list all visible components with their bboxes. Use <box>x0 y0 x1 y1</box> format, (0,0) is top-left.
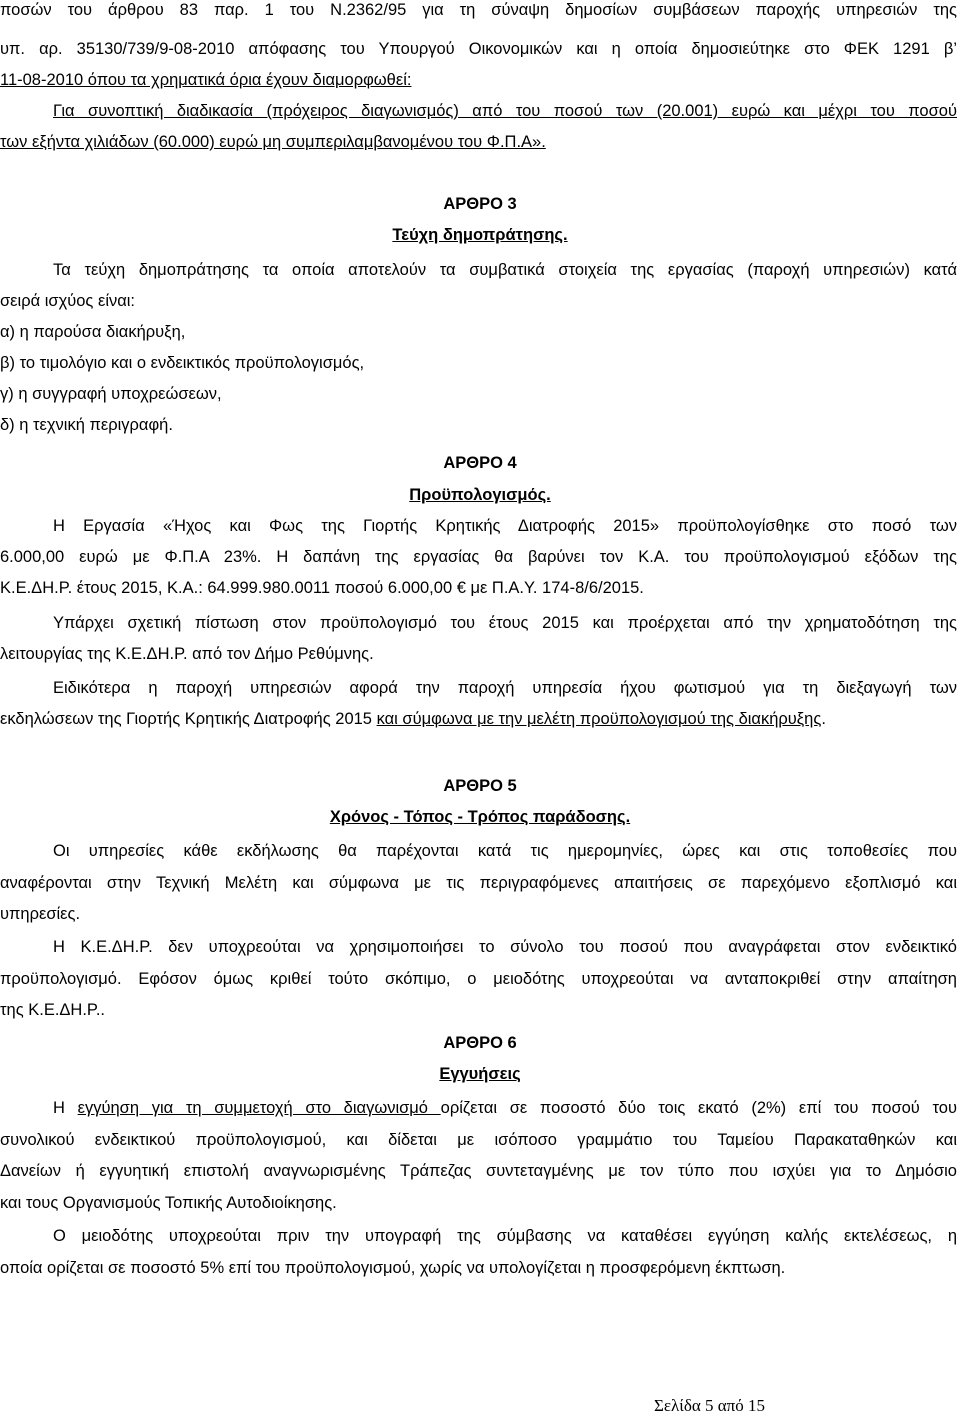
article-6-para1-start: Η <box>53 1099 78 1117</box>
intro-line-5: των εξήντα χιλιάδων (60.000) ευρώ μη συμπεριλαμβανομένου του Φ.Π.Α». <box>0 133 546 151</box>
article-4-para2-line-1: Υπάρχει σχετική πίστωση στον προϋπολογισμό του έτους 2015 και προέρχεται από την χρηματοδότηση της <box>53 614 957 632</box>
article-6-para2-line-2: οποία ορίζεται σε ποσοστό 5% επί του προϋπολογισμού, χωρίς να υπολογίζεται η προσφερόμενη έκπτωση. <box>0 1259 786 1277</box>
article-5-para1-line-2: αναφέρονται στην Τεχνική Μελέτη και σύμφωνα με τις περιγραφόμενες απαιτήσεις σε παρεχόμενο εξοπλισμό και <box>0 874 957 892</box>
article-5-para2-line-3: της Κ.Ε.ΔΗ.Ρ.. <box>0 1001 105 1019</box>
article-4-para1-line-3: Κ.Ε.ΔΗ.Ρ. έτους 2015, Κ.Α.: 64.999.980.0011 ποσού 6.000,00 € με Π.Α.Υ. 174-8/6/2015. <box>0 579 644 597</box>
article-4-para2-line-2: λειτουργίας της Κ.Ε.ΔΗ.Ρ. από τον Δήμο Ρεθύμνης. <box>0 645 374 663</box>
page-number-footer: Σελίδα 5 από 15 <box>654 1396 766 1415</box>
article-5-para2-line-1: Η Κ.Ε.ΔΗ.Ρ. δεν υποχρεούται να χρησιμοποιήσει το σύνολο του ποσού που αναγράφεται στον ενδεικτικό <box>53 938 957 956</box>
article-6-para1-line-2: συνολικού ενδεικτικού προϋπολογισμού, και δίδεται με ισόποσο γραμμάτιο του Ταμείου Παρακαταθηκών και <box>0 1131 957 1149</box>
article-4-number: ΑΡΘΡΟ 4 <box>443 454 517 472</box>
article-6-para1-line-4: και τους Οργανισμούς Τοπικής Αυτοδιοίκησης. <box>0 1194 337 1212</box>
article-5-title: Χρόνος - Τόπος - Τρόπος παράδοσης. <box>329 808 631 826</box>
article-6-title: Εγγυήσεις <box>439 1065 521 1083</box>
article-4-para1-line-1: Η Εργασία «Ήχος και Φως της Γιορτής Κρητικής Διατροφής 2015» προϋπολογίσθηκε στο ποσό των <box>53 517 957 535</box>
article-6-para1-rest: ορίζεται σε ποσοστό δύο τοις εκατό (2%) επί του ποσού του <box>440 1099 957 1117</box>
article-5-para1-line-3: υπηρεσίες. <box>0 905 81 923</box>
article-6-para1-line-3: Δανείων ή εγγυητική επιστολή αναγνωρισμένης Τράπεζας συντεταγμένης με τον τύπο που ισχύει για το Δημόσιο <box>0 1162 957 1180</box>
intro-line-3: 11-08-2010 όπου τα χρηματικά όρια έχουν διαμορφωθεί: <box>0 71 412 89</box>
article-3-item-d: δ) η τεχνική περιγραφή. <box>0 416 173 434</box>
article-6-guarantee-term: εγγύηση για τη συμμετοχή στο διαγωνισμό <box>77 1099 441 1117</box>
intro-line-1: ποσών του άρθρου 83 παρ. 1 του Ν.2362/95 για τη σύναψη δημοσίων συμβάσεων παροχής υπηρεσιών της <box>0 1 957 19</box>
article-3-item-c: γ) η συγγραφή υποχρεώσεων, <box>0 385 222 403</box>
article-4-para3-line-2-start: εκδηλώσεων της Γιορτής Κρητικής Διατροφής 2015 <box>0 710 377 728</box>
article-4-para3-line-2 <box>0 704 826 735</box>
article-3-number: ΑΡΘΡΟ 3 <box>443 195 517 213</box>
article-4-para3-line-2-end: . <box>821 710 826 728</box>
intro-line-2: υπ. αρ. 35130/739/9-08-2010 απόφασης του Υπουργού Οικονομικών και η οποία δημοσιεύτηκε στο ΦΕΚ 1291 β’ <box>0 40 957 58</box>
article-4-study-reference: και σύμφωνα με την μελέτη προϋπολογισμού της διακήρυξης <box>376 710 822 728</box>
article-3-title: Τεύχη δημοπράτησης. <box>392 226 568 244</box>
article-6-para1-line-1 <box>53 1093 957 1124</box>
article-5-number: ΑΡΘΡΟ 5 <box>443 777 517 795</box>
article-6-para2-line-1: Ο μειοδότης υποχρεούται πριν την υπογραφή της σύμβασης να καταθέσει εγγύηση καλής εκτελέσεως, η <box>53 1227 957 1245</box>
article-4-para3-line-1: Ειδικότερα η παροχή υπηρεσιών αφορά την παροχή υπηρεσία ήχου φωτισμού για τη διεξαγωγή των <box>53 679 957 697</box>
article-3-item-a: α) η παρούσα διακήρυξη, <box>0 323 186 341</box>
article-4-para1-line-2: 6.000,00 ευρώ με Φ.Π.Α 23%. Η δαπάνη της εργασίας θα βαρύνει τον Κ.Α. του προϋπολογισμού εξόδων της <box>0 548 957 566</box>
article-5-para2-line-2: προϋπολογισμό. Εφόσον όμως κριθεί τούτο σκόπιμο, ο μειοδότης υποχρεούται να ανταποκριθεί στην απαίτηση <box>0 970 957 988</box>
article-3-item-b: β) το τιμολόγιο και ο ενδεικτικός προϋπολογισμός, <box>0 354 365 372</box>
article-4-title: Προϋπολογισμός. <box>409 486 551 504</box>
intro-line-4: Για συνοπτική διαδικασία (πρόχειρος διαγωνισμός) από του ποσού των (20.001) ευρώ και μέχρι του ποσού <box>53 102 957 120</box>
article-3-para-line-2: σειρά ισχύος είναι: <box>0 292 136 310</box>
article-6-number: ΑΡΘΡΟ 6 <box>443 1034 517 1052</box>
article-3-para-line-1: Τα τεύχη δημοπράτησης τα οποία αποτελούν τα συμβατικά στοιχεία της εργασίας (παροχή υπηρεσιών) κατά <box>53 261 957 279</box>
article-5-para1-line-1: Οι υπηρεσίες κάθε εκδήλωσης θα παρέχονται κατά τις ημερομηνίες, ώρες και στις τοποθεσίες που <box>53 842 957 860</box>
